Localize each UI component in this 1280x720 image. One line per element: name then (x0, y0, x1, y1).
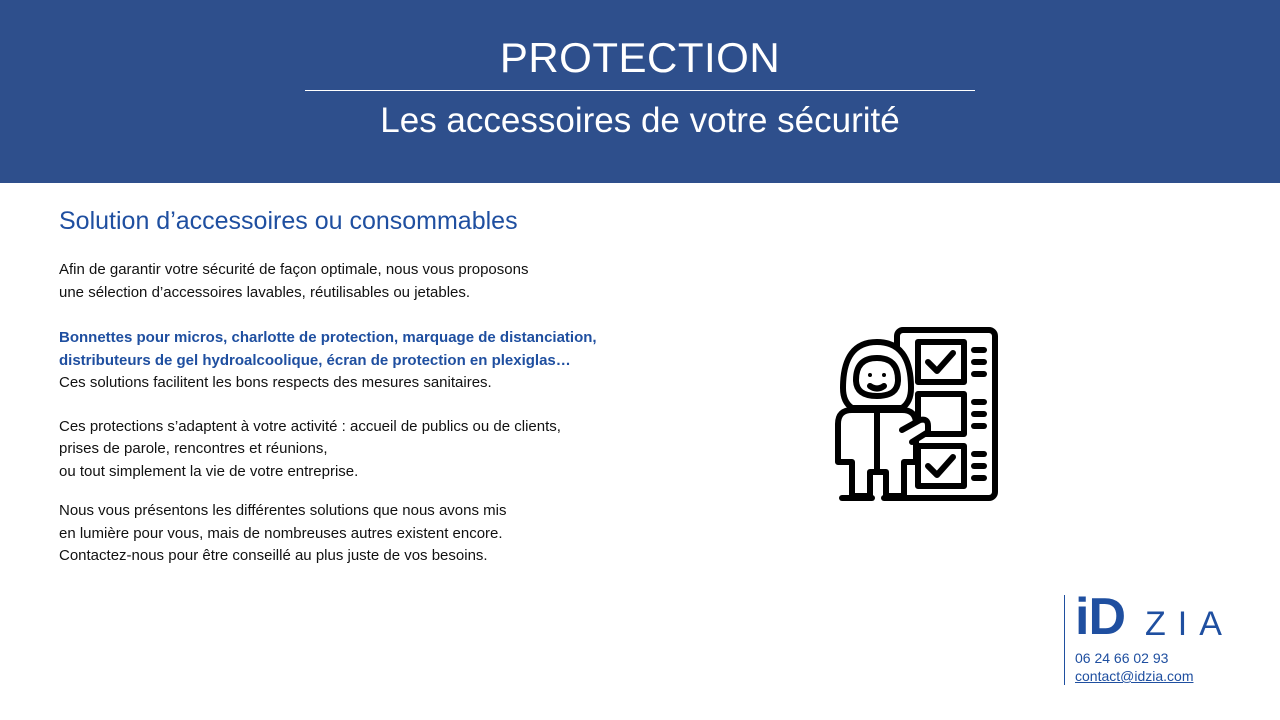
activity-line-2: prises de parole, rencontres et réunions, (59, 440, 328, 457)
activity-line-1: Ces protections s’adaptent à votre activité : accueil de publics ou de clients, (59, 417, 561, 435)
contact-phone: 06 24 66 02 93 (1075, 650, 1169, 666)
products-highlight-line-1: Bonnettes pour micros, charlotte de protection, marquage de distanciation, (59, 329, 597, 346)
contact-email-link[interactable]: contact@idzia.com (1075, 668, 1194, 684)
contact-info (1075, 649, 1193, 685)
title-divider (305, 90, 975, 91)
activity-line-3: ou tout simplement la vie de votre entreprise. (59, 462, 359, 480)
intro-line-1: Afin de garantir votre sécurité de façon optimale, nous vous proposons (59, 261, 529, 278)
intro-line-2: une sélection d’accessoires lavables, réutilisables ou jetables. (59, 283, 471, 301)
page-title: PROTECTION (499, 34, 781, 81)
logo-id-text: iD (1075, 588, 1125, 646)
hazmat-suit-checklist-icon (820, 320, 1005, 505)
main-content (59, 205, 679, 568)
contact-line-2: en lumière pour vous, mais de nombreuses autres existent encore. (59, 524, 503, 542)
contact-paragraph (59, 500, 679, 568)
products-highlight-line-2: distributeurs de gel hydroalcoolique, écran de protection en plexiglas… (59, 351, 571, 369)
activity-paragraph (59, 416, 679, 484)
company-logo (1075, 588, 1245, 646)
intro-paragraph (59, 259, 679, 304)
products-line-3: Ces solutions facilitent les bons respects des mesures sanitaires. (59, 374, 492, 391)
company-logo-block (1064, 588, 1255, 685)
page-subtitle: Les accessoires de votre sécurité (380, 101, 900, 140)
section-title: Solution d’accessoires ou consommables (59, 207, 518, 235)
contact-line-3: Contactez-nous pour être conseillé au plus juste de vos besoins. (59, 547, 488, 564)
header-banner (0, 0, 1280, 183)
logo-zia-text: ZIA (1145, 605, 1234, 643)
products-paragraph (59, 327, 679, 395)
contact-line-1: Nous vous présentons les différentes solutions que nous avons mis (59, 502, 507, 519)
